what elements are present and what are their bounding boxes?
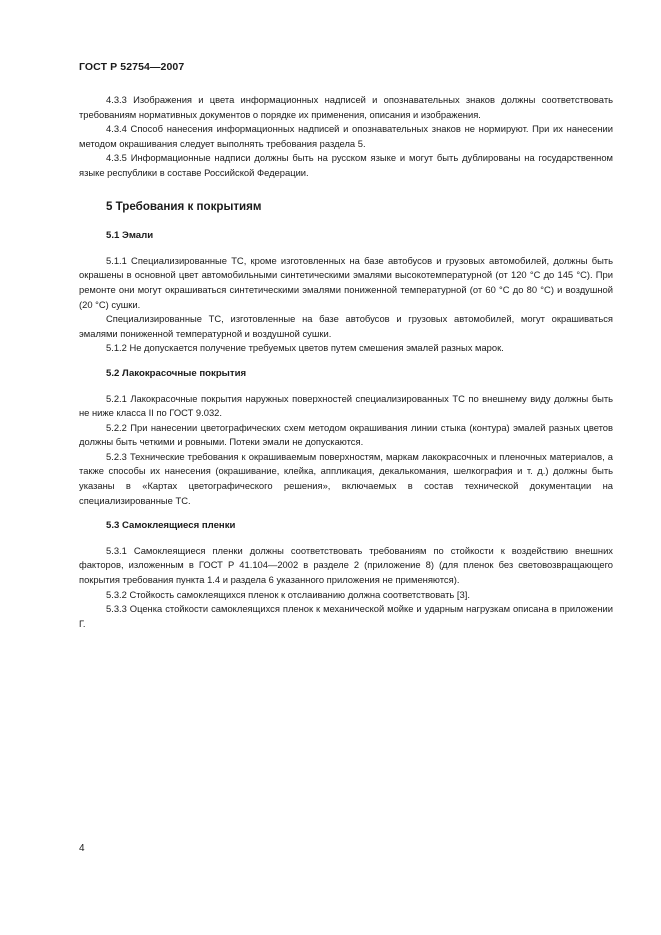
paragraph-4-3-5: 4.3.5 Информационные надписи должны быть на русском языке и могут быть дублированы на государственном языке республики в составе Российской Федерации.	[79, 152, 613, 178]
page-number: 4	[79, 843, 85, 854]
paragraph-5-3-2: 5.3.2 Стойкость самоклеящихся пленок к отслаиванию должна соответствовать [3].	[106, 588, 470, 600]
subsection-5-1-title: 5.1 Эмали	[106, 230, 154, 242]
paragraph-5-2-3: 5.2.3 Технические требования к окрашиваемым поверхностям, маркам лакокрасочных и пленочных материалов, а также способы их нанесения (окрашивание, клейка, аппликация, декалькомания, шелкография и т. д.) должны быть указаны в «Картах цветографического решения», включаемых в состав технической документации на специализированные ТС.	[79, 450, 613, 506]
subsection-5-2-title: 5.2 Лакокрасочные покрытия	[106, 367, 247, 379]
document-body	[79, 93, 613, 631]
paragraph-5-1-2: 5.1.2 Не допускается получение требуемых цветов путем смешения эмалей разных марок.	[106, 342, 504, 354]
section-5-title: 5 Требования к покрытиям	[106, 199, 262, 213]
paragraph-5-3-1: 5.3.1 Самоклеящиеся пленки должны соответствовать требованиям по стойкости к воздействию внешних факторов, изложенным в ГОСТ Р 41.104—2002 в разделе 2 (приложение 8) (для пленок без световозвращающего покрытия требования пункта 1.4 и раздела 6 указанного приложения не применяются).	[79, 544, 613, 586]
paragraph-5-2-2: 5.2.2 При нанесении цветографических схем методом окрашивания линии стыка (контура) эмалей разных цветов должны быть четкими и ровными. Потеки эмали не допускаются.	[79, 421, 613, 448]
paragraph-5-3-3: 5.3.3 Оценка стойкости самоклеящихся пленок к механической мойке и ударным нагрузкам описана в приложении Г.	[79, 603, 613, 629]
paragraph-4-3-3: 4.3.3 Изображения и цвета информационных надписей и опознавательных знаков должны соответствовать требованиям нормативных документов о порядке их применения, описания и изображения.	[79, 94, 613, 120]
paragraph-4-3-4: 4.3.4 Способ нанесения информационных надписей и опознавательных знаков не нормируют. При их нанесении методом окрашивания следует выполнять требования раздела 5.	[79, 123, 613, 149]
paragraph-5-2-1: 5.2.1 Лакокрасочные покрытия наружных поверхностей специализированных ТС по внешнему виду должны быть не ниже класса II по ГОСТ 9.032.	[79, 392, 613, 419]
document-code: ГОСТ Р 52754—2007	[79, 61, 185, 73]
subsection-5-3-title: 5.3 Самоклеящиеся пленки	[106, 520, 236, 532]
paragraph-5-1-1: 5.1.1 Специализированные ТС, кроме изготовленных на базе автобусов и грузовых автомобилей, должны быть окрашены в основной цвет автомобильными синтетическими эмалями высокотемпературной (от 120 °С до 145 °С). При ремонте они могут окрашиваться синтетическими эмалями пониженной температурной (от 60 °С до 80 °С) и воздушной (20 °С) сушки.	[79, 254, 613, 310]
paragraph-5-1-1-cont: Специализированные ТС, изготовленные на базе автобусов и грузовых автомобилей, могут окрашиваться эмалями пониженной температурной и воздушной сушки.	[79, 313, 613, 339]
